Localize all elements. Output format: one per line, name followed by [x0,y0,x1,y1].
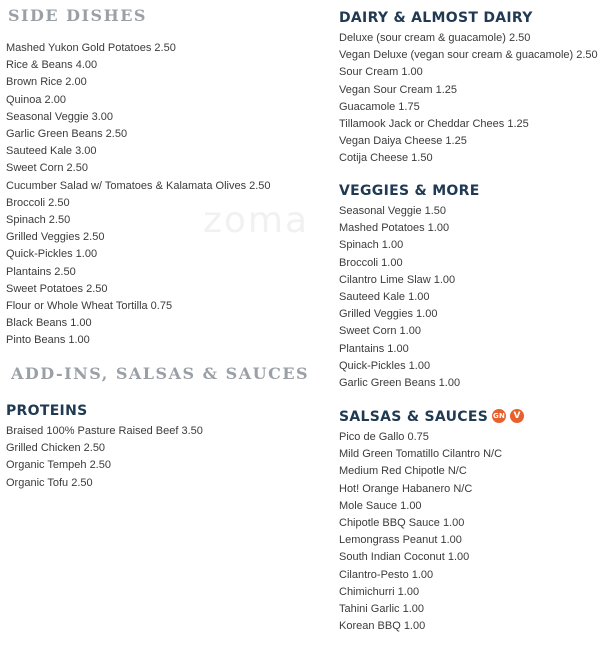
menu-item: Cotija Cheese 1.50 [339,152,433,165]
menu-item: Tahini Garlic 1.00 [339,603,424,616]
menu-item: Mole Sauce 1.00 [339,499,422,512]
menu-item: Chipotle BBQ Sauce 1.00 [339,517,465,530]
menu-item: Chimichurri 1.00 [339,585,420,598]
vegan-badge-icon: V [510,409,524,423]
menu-item: Rice & Beans 4.00 [6,59,98,72]
menu-item: Black Beans 1.00 [6,317,92,330]
menu-item: Garlic Green Beans 1.00 [339,377,461,390]
salsas-list [339,429,502,635]
menu-item: Sauteed Kale 3.00 [6,145,97,158]
menu-item: Mashed Potatoes 1.00 [339,222,450,235]
menu-item: Sour Cream 1.00 [339,66,423,79]
menu-item: Grilled Chicken 2.50 [6,442,106,455]
menu-item: Garlic Green Beans 2.50 [6,128,128,141]
side-dishes-heading: SIDE DISHES [8,6,147,25]
menu-item: Cilantro-Pesto 1.00 [339,568,434,581]
gluten-free-badge-icon: GN [492,409,506,423]
menu-item: Guacamole 1.75 [339,100,420,113]
menu-item: Plantains 1.00 [339,342,409,355]
menu-item: Broccoli 1.00 [339,256,403,269]
watermark: zoma [203,200,310,241]
menu-item: Sweet Corn 1.00 [339,325,421,338]
menu-item: Tillamook Jack or Cheddar Chees 1.25 [339,118,529,131]
dairy-heading: DAIRY & ALMOST DAIRY [339,10,533,26]
menu-item: Cucumber Salad w/ Tomatoes & Kalamata Olives 2.50 [6,179,271,192]
proteins-heading: PROTEINS [6,403,88,419]
menu-item: Pico de Gallo 0.75 [339,431,429,443]
veggies-heading: VEGGIES & MORE [339,183,480,199]
menu-item: Sauteed Kale 1.00 [339,291,430,304]
menu-item: Organic Tempeh 2.50 [6,459,111,472]
menu-item: Mild Green Tomatillo Cilantro N/C [339,448,503,461]
menu-item: Seasonal Veggie 3.00 [6,110,114,123]
menu-item: Sweet Potatoes 2.50 [6,282,108,295]
menu-item: Pinto Beans 1.00 [6,334,90,347]
menu-item: Medium Red Chipotle N/C [339,465,467,478]
menu-item: Vegan Sour Cream 1.25 [339,83,458,96]
menu-item: Lemongrass Peanut 1.00 [339,534,462,547]
menu-item: Brown Rice 2.00 [6,76,87,89]
menu-item: Korean BBQ 1.00 [339,620,426,633]
menu-item: Quick-Pickles 1.00 [6,248,98,261]
salsas-heading [339,409,524,425]
menu-item: Deluxe (sour cream & guacamole) 2.50 [339,32,531,44]
menu-item: Quick-Pickles 1.00 [339,359,431,372]
menu-item: Spinach 2.50 [6,214,71,227]
menu-item: Vegan Deluxe (vegan sour cream & guacamole) 2.50 [339,49,598,62]
menu-item: Sweet Corn 2.50 [6,162,88,175]
menu-item: South Indian Coconut 1.00 [339,551,470,564]
addins-heading: ADD-INS, SALSAS & SAUCES [11,364,310,383]
menu-item: Cilantro Lime Slaw 1.00 [339,273,456,286]
menu-item: Seasonal Veggie 1.50 [339,205,447,217]
veggies-list [339,203,460,392]
menu-item: Grilled Veggies 1.00 [339,308,438,321]
proteins-list [6,423,203,492]
menu-item: Broccoli 2.50 [6,196,70,209]
menu-item: Flour or Whole Wheat Tortilla 0.75 [6,300,173,313]
salsas-heading-text: SALSAS & SAUCES [339,409,489,425]
menu-item: Mashed Yukon Gold Potatoes 2.50 [6,42,176,54]
menu-item: Quinoa 2.00 [6,93,66,106]
dairy-list [339,30,598,168]
menu-item: Vegan Daiya Cheese 1.25 [339,135,467,148]
menu-item: Hot! Orange Habanero N/C [339,482,473,495]
menu-item: Braised 100% Pasture Raised Beef 3.50 [6,425,203,437]
menu-item: Organic Tofu 2.50 [6,476,93,489]
menu-item: Plantains 2.50 [6,265,76,278]
menu-item: Grilled Veggies 2.50 [6,231,105,244]
side-dishes-list [6,40,271,350]
menu-item: Spinach 1.00 [339,239,404,252]
